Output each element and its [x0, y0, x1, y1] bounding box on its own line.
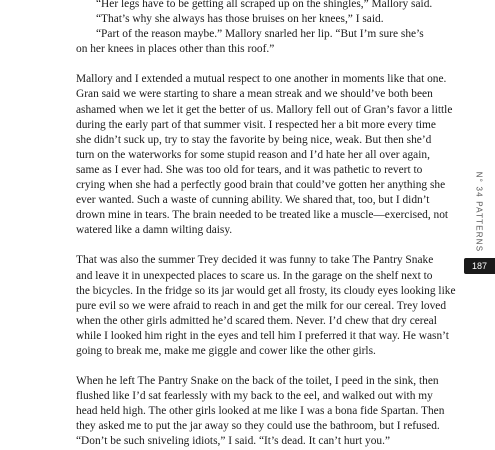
text-line: they asked me to put the jar away so they could use the bathroom, but I refused.: [76, 420, 440, 433]
paragraph-toilet: [76, 374, 456, 449]
text-line: and leave it in unexpected places to scare us. In the garage on the shelf next to: [76, 269, 433, 282]
text-line: crying when she had a perfectly good brain that could’ve gotten her anything she: [76, 179, 446, 192]
paragraph-dialogue-1: [76, 0, 456, 12]
text-line: watered like a damn wilting daisy.: [76, 224, 233, 237]
text-line: That was also the summer Trey decided it was funny to take The Pantry Snake: [76, 254, 434, 267]
text-line: when the other girls admitted he’d scared them. Never. I’d chew that dry cereal: [76, 314, 437, 327]
text-line: ashamed when we let it get the better of us. Mallory fell out of Gran’s favor a little: [76, 103, 453, 116]
text-line: turn on the waterworks for some stupid reason and I’d hate her all over again,: [76, 148, 430, 161]
paragraph-dialogue-3: [76, 27, 456, 57]
body-text: [76, 0, 456, 450]
page-number-badge: 187: [464, 258, 495, 274]
text-line: the bicycles. In the fridge so its jar would get all frosty, its cloudy eyes looking like: [76, 284, 456, 297]
text-line: ever wanted. Such a waste of cunning ability. We shared that, too, but I didn’t: [76, 194, 430, 207]
text-line: When he left The Pantry Snake on the back of the toilet, I peed in the sink, then: [76, 375, 439, 388]
text-line: on her knees in places other than this roof.”: [76, 43, 275, 56]
text-line: head held high. The other girls looked at me like I was a bona fide Spartan. Then: [76, 405, 445, 418]
text-line: Gran said we were starting to share a mean streak and we should’ve both been: [76, 88, 433, 101]
text-line: “Part of the reason maybe.” Mallory snarled her lip. “But I’m sure she’s: [96, 28, 424, 41]
text-line: same as I ever had. She was too old for tears, and it was pathetic to revert to: [76, 163, 423, 176]
text-line: “Don’t be such sniveling idiots,” I said. “It’s dead. It can’t hurt you.”: [76, 435, 391, 448]
text-line: Mallory and I extended a mutual respect to one another in moments like that one.: [76, 73, 447, 86]
text-line: “Her legs have to be getting all scraped up on the shingles,” Mallory said.: [96, 0, 433, 10]
text-line: flushed like I’d sat fearlessly with my back to the eel, and walked out with my: [76, 390, 433, 403]
paragraph-pantry-snake: [76, 253, 456, 359]
paragraph-dialogue-2: [76, 12, 456, 27]
text-line: pure evil so we were afraid to reach in and get the milk for our cereal. Trey loved: [76, 299, 447, 312]
section-label-text: N° 34 PATTERNS: [474, 171, 484, 253]
text-line: while I looked him right in the eyes and tell him I preferred it that way. He wasn’t: [76, 329, 449, 342]
running-section-label: [472, 162, 486, 262]
text-line: during the early part of that summer visit. I respected her a bit more every time: [76, 118, 436, 131]
text-line: drown mine in tears. The brain needed to be treated like a muscle—exercised, not: [76, 209, 449, 222]
text-line: she didn’t suck up, try to stay the favorite by being nice, weak. But then she’d: [76, 133, 432, 146]
text-line: “That’s why she always has those bruises on her knees,” I said.: [96, 13, 384, 26]
text-line: going to break me, make me giggle and cower like the other girls.: [76, 344, 376, 357]
paragraph-mutual-respect: [76, 72, 456, 238]
